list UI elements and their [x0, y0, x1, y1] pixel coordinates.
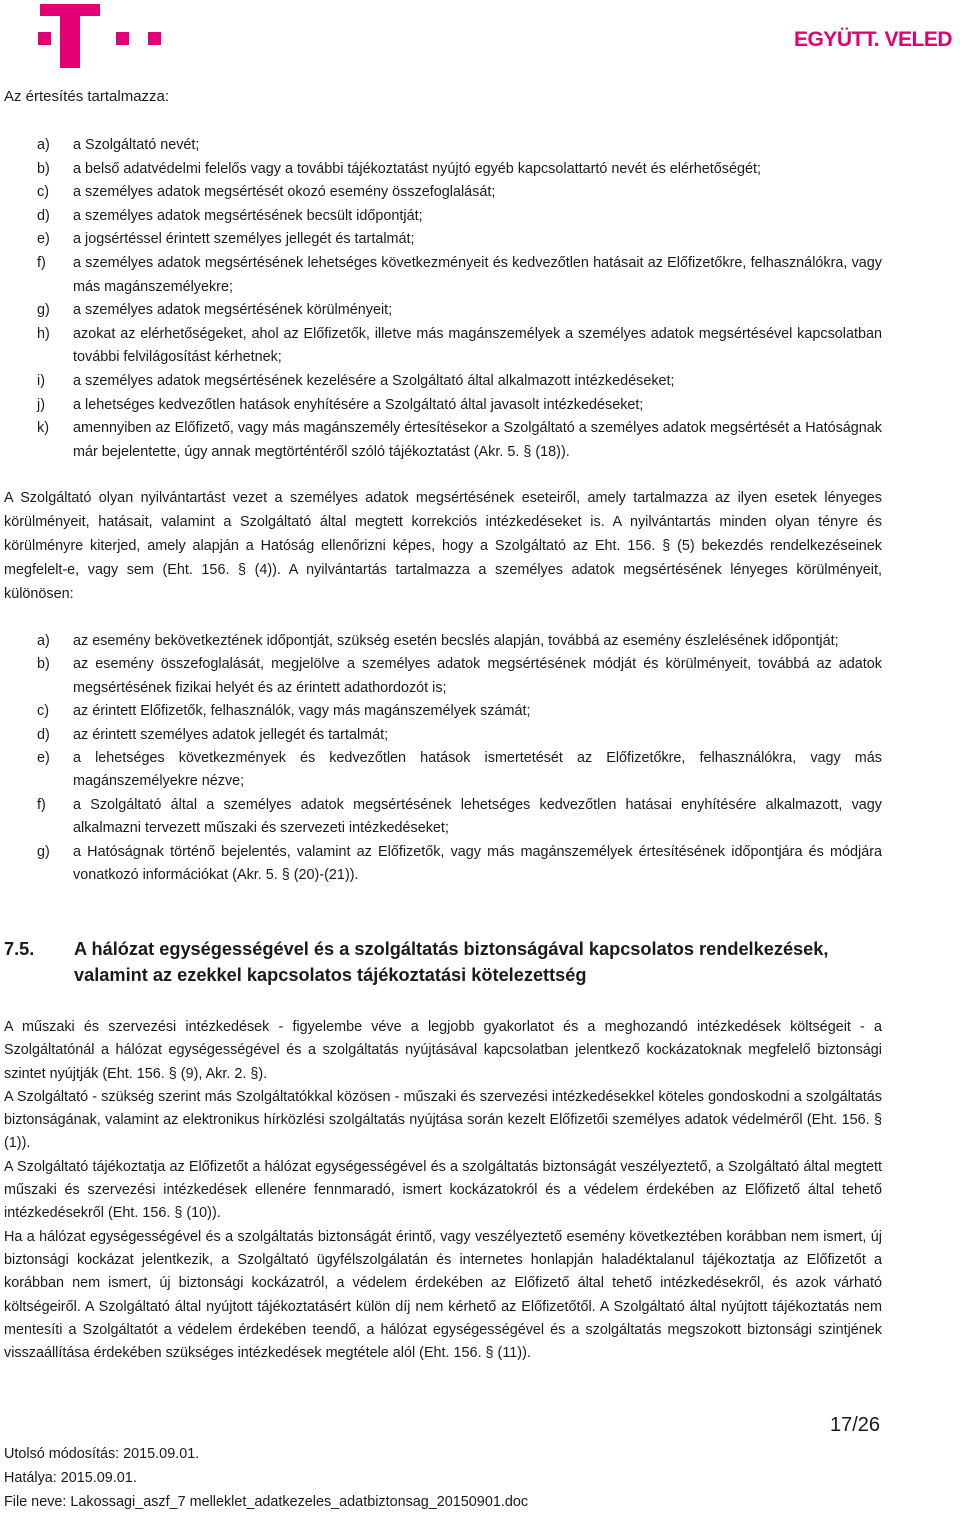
list-item-label: j) [37, 396, 45, 413]
list-item-text: a személyes adatok megsértésének becsült időpontját; [73, 207, 423, 224]
section-title: A hálózat egységességével és a szolgáltatás biztonságával kapcsolatos rendelkezések, valamint az ezekkel kapcsolatos tájékoztatási kötelezettség [74, 939, 829, 985]
list-item [37, 630, 882, 653]
section-paragraph: A Szolgáltató - szükség szerint más Szolgáltatókkal közösen - műszaki és szervezési intézkedésekkel köteles gondoskodni a szolgáltatás biztonságának, valamint az elektronikus hírközlési szolgáltatás nyújtása során kezelt Előfizetői személyes adatok védelméről (Eht. 156. § (1)). [4, 1088, 882, 1152]
list-item [37, 394, 882, 418]
section-paragraph: A Szolgáltató tájékoztatja az Előfizetőt a hálózat egységességével és a szolgáltatás biztonságát veszélyeztető, a Szolgáltató által megtett műszaki és szervezési intézkedések ellenére fennmaradó, ismert kockázatokról és a védelem érdekében az Előfizető által tehető intézkedésekről (Eht. 156. § (10)). [4, 1158, 882, 1222]
list-item [37, 134, 882, 158]
list-item-text: az esemény bekövetkeztének időpontját, szükség esetén becslés alapján, továbbá az esemény észlelésének időpontját; [73, 633, 839, 649]
list-item [37, 370, 882, 394]
footer-filename: File neve: Lakossagi_aszf_7 melleklet_adatkezeles_adatbiztonsag_20150901.doc [4, 1494, 529, 1510]
section-number: 7.5. [4, 939, 35, 959]
list-item [37, 653, 882, 700]
footer-effective: Hatálya: 2015.09.01. [4, 1470, 137, 1486]
list-item-text: a személyes adatok megsértésének körülményeit; [73, 302, 393, 319]
registry-contents-list [37, 630, 882, 887]
notification-contents-list [37, 134, 882, 464]
list-item [37, 299, 882, 323]
list-item-label: g) [37, 302, 50, 319]
page-number: 17/26 [830, 1414, 881, 1436]
list-item-text: a személyes adatok megsértését okozó esemény összefoglalását; [73, 184, 496, 201]
list-item-label: c) [37, 184, 49, 201]
list-item-text: a Hatóságnak történő bejelentés, valamint az Előfizetők, vagy más magánszemélyek értesítésének időpontjára és módjára vonatkozó információkat (Akr. 5. § (20)-(21)). [73, 843, 882, 884]
list-item-text: a személyes adatok megsértésének kezelésére a Szolgáltató által alkalmazott intézkedéseket; [73, 372, 675, 389]
list-item-text: a lehetséges következmények és kedvezőtlen hatások ismertetését az Előfizetőkre, felhasználókra, vagy más magánszemélyekre nézve; [73, 750, 882, 790]
list-item-label: e) [37, 750, 50, 767]
list-item-label: i) [37, 372, 45, 389]
list-item-text: a lehetséges kedvezőtlen hatások enyhítésére a Szolgáltató által javasolt intézkedéseket; [73, 396, 644, 413]
list-item-label: h) [37, 325, 50, 342]
list-item [37, 252, 882, 299]
list-item [37, 417, 882, 464]
list-item-text: az érintett Előfizetők, felhasználók, vagy más magánszemélyek számát; [73, 703, 531, 720]
list-item-text: a belső adatvédelmi felelős vagy a további tájékoztatást nyújtó egyéb kapcsolattartó nevét és elérhetőségét; [73, 160, 761, 177]
telekom-logo-icon [36, 4, 176, 68]
intro-label: Az értesítés tartalmazza: [4, 88, 170, 105]
section-paragraph: A műszaki és szervezési intézkedések - figyelembe véve a legjobb gyakorlatot és a meghozandó intézkedések költségeit - a Szolgáltatónál a hálózat egységességével és a szolgáltatás nyújtásával kapcsolatban jelentkező kockázatoknak megfelelő biztonsági szintet nyújtják (Eht. 156. § (9), Akr. 2. §). [4, 1019, 882, 1082]
registry-paragraph: A Szolgáltató olyan nyilvántartást vezet a személyes adatok megsértésének eseteiről, amely tartalmazza az ilyen esetek lényeges körülményeit, hatásait, valamint a Szolgáltató által megtett korrekciós intézkedéseket is. A nyilvántartás minden olyan tényre és körülményre kiterjed, amely alapján a Hatóság ellenőrizni képes, hogy a Szolgáltató az Eht. 156. § (5) bekezdés rendelkezéseinek megfelelt-e, vagy sem (Eht. 156. § (4)). A nyilvántartás tartalmazza a személyes adatok megsértésének lényeges körülményeit, különösen: [4, 490, 882, 602]
list-item [37, 841, 882, 888]
list-item-label: a) [37, 633, 50, 649]
section-paragraph: Ha a hálózat egységességével és a szolgáltatás biztonságát érintő, vagy veszélyeztető esemény következtében korábban nem ismert, új biztonsági kockázat jelentkezik, a Szolgáltató ügyfélszolgálatán és internetes honlapján haladéktalanul tájékoztatja az Előfizetőt a korábban nem ismert, új biztonsági kockázatról, a védelem érdekében az Előfizető által tehető intézkedésekről, és azok várható költségeiről. A Szolgáltató által nyújtott tájékoztatásért külön díj nem kérhető az Előfizetőtől. A Szolgáltató által nyújtott tájékoztatás nem mentesíti a Szolgáltatót a védelem érdekében teendő, a hálózat egységességével és a szolgáltatás megszokott biztonsági szintjének visszaállítása érdekében szükséges intézkedések megtétele alól (Eht. 156. § (11)). [4, 1228, 882, 1362]
list-item [37, 700, 882, 723]
list-item-text: az esemény összefoglalását, megjelölve a személyes adatok megsértésének módját és körülményeit, továbbá az adatok megsértésének fizikai helyét és az érintett adathordozót is; [73, 656, 882, 696]
list-item-label: d) [37, 207, 50, 224]
list-item-label: a) [37, 137, 50, 153]
list-item-label: k) [37, 420, 49, 437]
list-item-label: f) [37, 254, 46, 271]
section-heading [4, 936, 884, 988]
list-item [37, 794, 882, 841]
list-item-label: c) [37, 703, 49, 720]
list-item [37, 158, 882, 182]
list-item-label: b) [37, 656, 50, 673]
list-item [37, 747, 882, 794]
list-item [37, 181, 882, 205]
list-item-text: a személyes adatok megsértésének lehetséges következményeit és kedvezőtlen hatásait az Előfizetőkre, felhasználókra, vagy más magánszemélyekre; [73, 254, 882, 295]
list-item [37, 724, 882, 747]
list-item-text: a Szolgáltató által a személyes adatok megsértésének lehetséges kedvezőtlen hatásai enyhítésére alkalmazott, vagy alkalmazni tervezett műszaki és szervezeti intézkedéseket; [73, 796, 882, 837]
footer-modified: Utolsó módosítás: 2015.09.01. [4, 1446, 200, 1462]
section-body [4, 1016, 882, 1365]
list-item-label: e) [37, 231, 50, 248]
list-item [37, 323, 882, 370]
list-item-text: a jogsértéssel érintett személyes jellegét és tartalmát; [73, 231, 415, 248]
list-item-text: az érintett személyes adatok jellegét és tartalmát; [73, 726, 389, 743]
list-item-text: a Szolgáltató nevét; [73, 137, 200, 153]
list-item-text: amennyiben az Előfizető, vagy más magánszemély értesítésekor a Szolgáltató a személyes adatok megsértését a Hatóságnak már bejelentette, úgy annak megtörténtéről szóló tájékoztatást (Akr. 5. § (18)). [73, 420, 882, 460]
list-item-label: g) [37, 843, 50, 860]
list-item [37, 205, 882, 229]
brand-slogan: EGYÜTT. VELED [793, 28, 952, 51]
list-item-label: b) [37, 160, 50, 177]
list-item-label: d) [37, 726, 50, 743]
list-item-text: azokat az elérhetőségeket, ahol az Előfizetők, illetve más magánszemélyek a személyes adatok megsértésével kapcsolatban további felvilágosítást kérhetnek; [73, 325, 882, 366]
list-item [37, 228, 882, 252]
list-item-label: f) [37, 796, 46, 813]
